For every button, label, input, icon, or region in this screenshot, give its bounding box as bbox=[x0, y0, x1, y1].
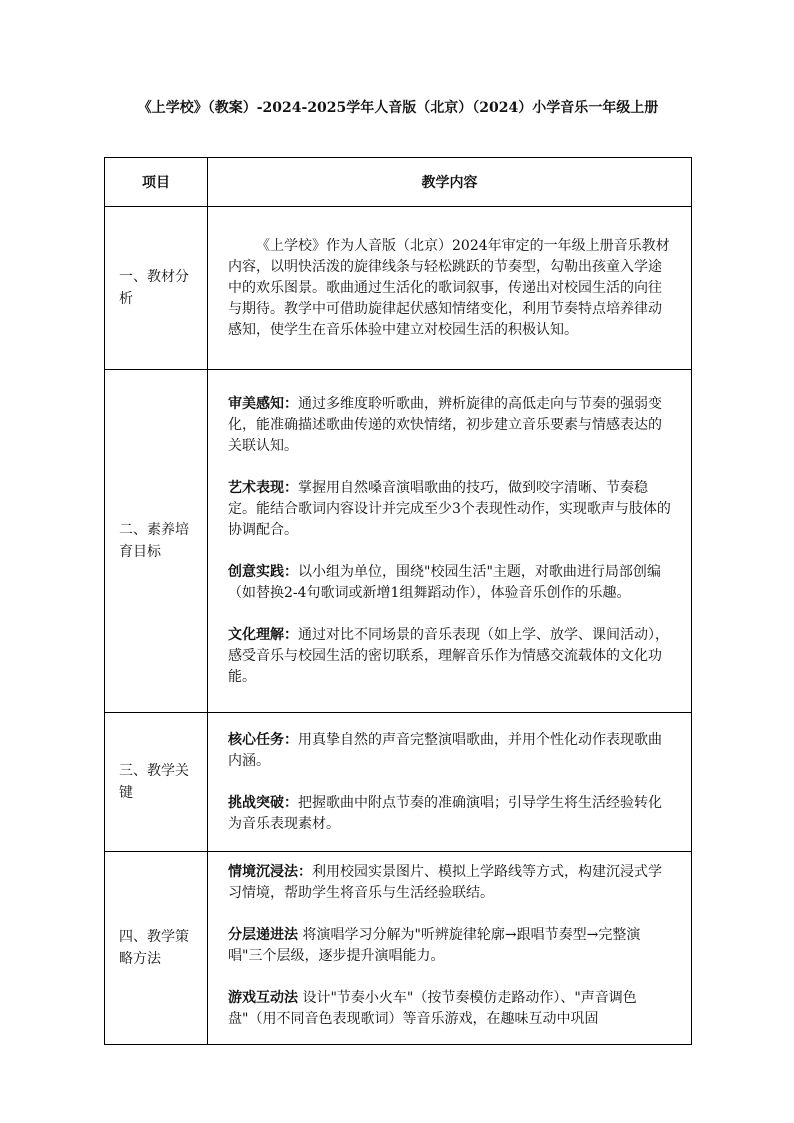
header-content: 教学内容 bbox=[208, 158, 692, 207]
key-text: 用真挚自然的声音完整演唱歌曲，并用个性化动作表现歌曲内涵。 bbox=[228, 731, 662, 769]
row-content bbox=[208, 370, 692, 713]
method-item bbox=[228, 988, 673, 1030]
row-content bbox=[208, 713, 692, 852]
lesson-plan-table bbox=[104, 157, 692, 1045]
key-item bbox=[228, 730, 673, 772]
row-label: 三、教学关键 bbox=[105, 713, 208, 852]
method-text: 利用校园实景图片、模拟上学路线等方式，构建沉浸式学习情境，帮助学生将音乐与生活经验联结。 bbox=[228, 864, 662, 901]
goal-item bbox=[228, 394, 673, 457]
key-text: 把握歌曲中附点节奏的准确演唱；引导学生将生活经验转化为音乐表现素材。 bbox=[228, 794, 662, 832]
method-keyword: 游戏互动法 bbox=[228, 990, 298, 1006]
goal-text: 通过多维度聆听歌曲，辨析旋律的高低走向与节奏的强弱变化，能准确描述歌曲传递的欢快情绪，初步建立音乐要素与情感表达的关联认知。 bbox=[228, 396, 662, 454]
goal-keyword: 文化理解： bbox=[228, 627, 298, 643]
goal-item bbox=[228, 478, 673, 541]
key-item bbox=[228, 793, 673, 835]
row-content bbox=[208, 852, 692, 1045]
goal-keyword: 创意实践： bbox=[228, 564, 298, 580]
row-content bbox=[208, 207, 692, 370]
table-row bbox=[105, 852, 692, 1045]
row-label: 四、教学策略方法 bbox=[105, 852, 208, 1045]
header-item: 项目 bbox=[105, 158, 208, 207]
table-header-row bbox=[105, 158, 692, 207]
intro-paragraph: 《上学校》作为人音版（北京）2024年审定的一年级上册音乐教材内容，以明快活泼的旋律线条与轻松跳跃的节奏型，勾勒出孩童入学途中的欢乐图景。歌曲通过生活化的歌词叙事，传递出对校园生活的向往与期待。教学中可借助旋律起伏感知情绪变化，利用节奏特点培养律动感知，使学生在音乐体验中建立对校园生活的积极认知。 bbox=[228, 237, 670, 338]
row-label: 一、教材分析 bbox=[105, 207, 208, 370]
key-keyword: 挑战突破： bbox=[228, 794, 298, 811]
table-row bbox=[105, 370, 692, 713]
goal-text: 掌握用自然嗓音演唱歌曲的技巧，做到咬字清晰、节奏稳定。能结合歌词内容设计并完成至少3个表现性动作，实现歌声与肢体的协调配合。 bbox=[228, 480, 671, 538]
method-item bbox=[228, 925, 673, 967]
goal-keyword: 艺术表现： bbox=[228, 480, 298, 496]
goal-item bbox=[228, 562, 673, 604]
method-text: 将演唱学习分解为"听辨旋律轮廓→跟唱节奏型→完整演唱"三个层级，逐步提升演唱能力。 bbox=[228, 927, 641, 964]
method-item bbox=[228, 862, 673, 904]
key-keyword: 核心任务： bbox=[228, 731, 298, 748]
method-keyword: 分层递进法 bbox=[228, 927, 298, 943]
row-label: 二、素养培育目标 bbox=[105, 370, 208, 713]
goal-item bbox=[228, 625, 673, 688]
goal-text: 通过对比不同场景的音乐表现（如上学、放学、课间活动），感受音乐与校园生活的密切联系，理解音乐作为情感交流载体的文化功能。 bbox=[228, 627, 669, 685]
goal-keyword: 审美感知： bbox=[228, 396, 298, 412]
table-row bbox=[105, 713, 692, 852]
goal-text: 以小组为单位，围绕"校园生活"主题，对歌曲进行局部创编（如替换2-4句歌词或新增1组舞蹈动作），体验音乐创作的乐趣。 bbox=[228, 564, 661, 601]
table-row bbox=[105, 207, 692, 370]
method-keyword: 情境沉浸法： bbox=[228, 864, 312, 880]
method-text: 设计"节奏小火车"（按节奏模仿走路动作）、"声音调色盘"（用不同音色表现歌词）等音乐游戏，在趣味互动中巩固 bbox=[228, 990, 637, 1027]
document-title: 《上学校》（教案）-2024-2025学年人音版（北京）（2024）小学音乐一年级上册 bbox=[137, 100, 659, 116]
